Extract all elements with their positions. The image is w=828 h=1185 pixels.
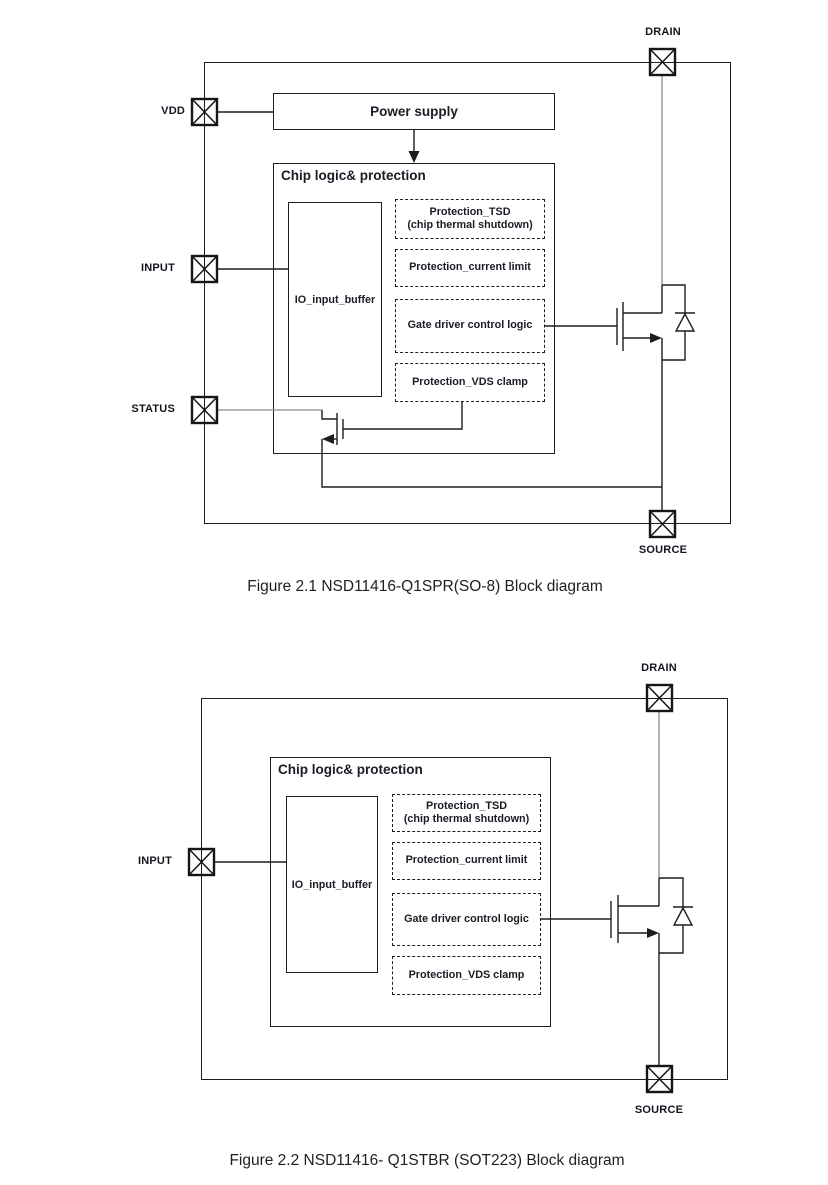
fig1-pin-label-input: INPUT [141, 262, 175, 274]
fig2-chip-logic-title: Chip logic& protection [278, 762, 423, 777]
fig1-protection-vds-clamp-block [395, 363, 545, 402]
fig2-protection-vds-clamp-label: Protection_VDS clamp [408, 968, 525, 981]
fig2-protection-tsd-line1: Protection_TSD [426, 799, 507, 812]
fig1-protection-current-limit-label: Protection_current limit [409, 261, 531, 274]
fig1-chip-logic-title: Chip logic& protection [281, 168, 426, 183]
fig1-protection-tsd-block [395, 199, 545, 239]
fig2-caption: Figure 2.2 NSD11416- Q1STBR (SOT223) Block diagram [229, 1152, 625, 1169]
fig2-pin-label-source: SOURCE [634, 1104, 684, 1116]
fig2-gate-driver-label: Gate driver control logic [404, 912, 529, 925]
fig1-io-input-buffer-block [288, 202, 382, 397]
fig1-power-supply-label: Power supply [370, 104, 458, 119]
fig2-protection-current-limit-block [392, 842, 541, 880]
fig1-gate-driver-block [395, 299, 545, 353]
fig2-protection-current-limit-label: Protection_current limit [405, 854, 528, 867]
fig1-power-supply-block [273, 93, 555, 130]
fig2-io-input-buffer-block [286, 796, 378, 973]
fig1-pin-label-drain: DRAIN [645, 26, 681, 38]
fig2-io-input-buffer-label: IO_input_buffer [291, 878, 373, 891]
fig1-gate-driver-label: Gate driver control logic [407, 319, 533, 332]
fig2-pin-label-input: INPUT [138, 855, 172, 867]
fig2-gate-driver-block [392, 893, 541, 946]
fig1-protection-tsd-line2: (chip thermal shutdown) [407, 219, 533, 231]
fig2-pin-label-drain: DRAIN [641, 662, 677, 674]
fig2-protection-tsd-block [392, 794, 541, 832]
fig2-protection-vds-clamp-block [392, 956, 541, 995]
fig1-protection-tsd-line1: Protection_TSD [429, 205, 511, 218]
fig1-protection-vds-clamp-label: Protection_VDS clamp [412, 375, 528, 388]
fig1-pin-label-source: SOURCE [638, 544, 688, 556]
fig1-pin-label-vdd: VDD [161, 105, 185, 117]
fig2-protection-tsd-line2: (chip thermal shutdown) [403, 813, 530, 825]
fig1-protection-current-limit-block [395, 249, 545, 287]
fig1-caption: Figure 2.1 NSD11416-Q1SPR(SO-8) Block diagram [247, 578, 603, 595]
fig1-io-input-buffer-label: IO_input_buffer [294, 293, 376, 306]
fig1-pin-label-status: STATUS [131, 403, 175, 415]
